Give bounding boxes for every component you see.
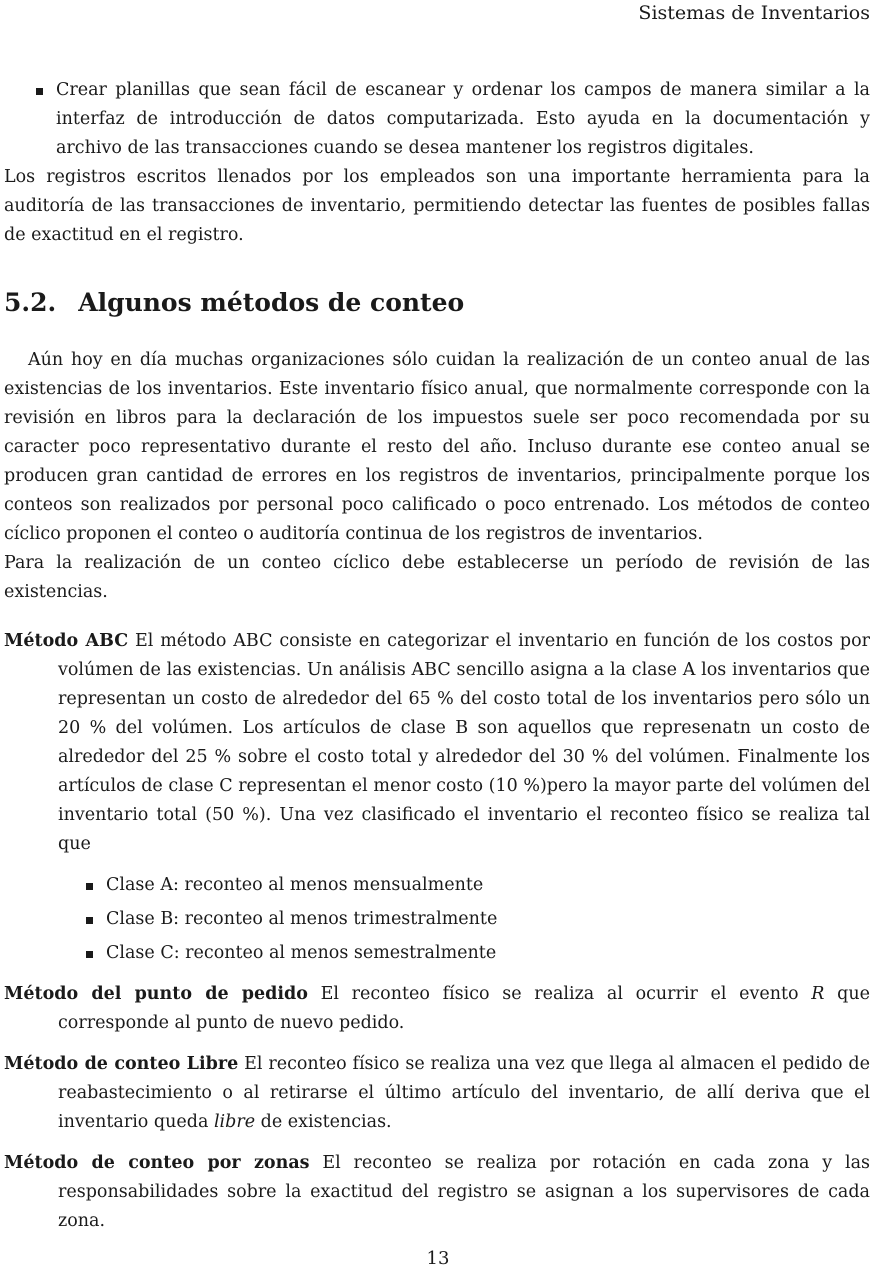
emphasis-word: libre <box>213 1112 256 1132</box>
method-description: El método ABC consiste en categorizar el inventario en función de los costos por volúmen de las existencias. Un análisis ABC sencillo asigna a la clase A los inventarios que representan un costo de alrededor del 65 % del costo total de los inventarios pero sólo un 20 % del volúmen. Los artículos de clase B son aquellos que represenatn un costo de alrededor del 25 % sobre el costo total y alrededor del 30 % del volúmen. Finalmente los artículos de clase C representan el menor costo (10 %)pero la mayor parte del volúmen del inventario total (50 %). Una vez clasificado el inventario el reconteo físico se realiza tal que <box>58 631 870 854</box>
section-paragraph-2: Para la realización de un conteo cíclico debe establecerse un período de revisión de las existencias. <box>4 553 870 602</box>
intro-paragraph: Los registros escritos llenados por los empleados son una importante herramienta para la auditoría de las transacciones de inventario, permitiendo detectar las fuentes de posibles fallas de exactitud en el registro. <box>4 167 870 245</box>
page-content <box>4 76 870 1236</box>
method-libre <box>4 1050 870 1137</box>
method-description: El reconteo físico se realiza una vez que llega al almacen el pedido de reabastecimiento o al retirarse el último artículo del inventario, de allí deriva que el inventario queda <box>58 1054 870 1132</box>
section-number: 5.2. <box>4 288 57 317</box>
page-number: 13 <box>426 1248 450 1269</box>
method-description: El reconteo se realiza por rotación en cada zona y las responsabilidades sobre la exactitud del registro se asignan a los supervisores de cada zona. <box>58 1153 870 1231</box>
section-title: Algunos métodos de conteo <box>78 288 465 317</box>
list-item: Clase B: reconteo al menos trimestralmente <box>4 905 870 934</box>
method-abc <box>4 627 870 859</box>
list-item: Clase A: reconteo al menos mensualmente <box>4 871 870 900</box>
intro-bullet-list <box>4 76 870 163</box>
method-description: El reconteo físico se realiza al ocurrir el evento <box>320 984 799 1004</box>
event-variable: R <box>811 984 825 1004</box>
list-item: Clase C: reconteo al menos semestralmente <box>4 939 870 968</box>
abc-class-list <box>4 871 870 968</box>
method-description-end: de existencias. <box>260 1112 392 1132</box>
method-term: Método de conteo por zonas <box>4 1153 310 1173</box>
method-term: Método del punto de pedido <box>4 984 308 1004</box>
section-paragraph-1: Aún hoy en día muchas organizaciones sólo cuidan la realización de un conteo anual de las existencias de los inventarios. Este inventario físico anual, que normalmente corresponde con la revisión en libros para la declaración de los impuestos suele ser poco recomendada por su caracter poco representativo durante el resto del año. Incluso durante ese conteo anual se producen gran cantidad de errores en los registros de inventarios, principalmente porque los conteos son realizados por personal poco calificado o poco entrenado. Los métodos de conteo cíclico proponen el conteo o auditoría continua de los registros de inventarios. <box>4 350 870 544</box>
method-zonas <box>4 1149 870 1236</box>
running-header: Sistemas de Inventarios <box>638 2 870 24</box>
section-heading <box>4 286 870 320</box>
list-item: Crear planillas que sean fácil de escanear y ordenar los campos de manera similar a la interfaz de introducción de datos computarizada. Esto ayuda en la documentación y archivo de las transacciones cuando se desea mantener los registros digitales. <box>4 76 870 163</box>
method-term: Método de conteo Libre <box>4 1054 239 1074</box>
method-punto-pedido <box>4 980 870 1038</box>
method-description-end: que corresponde al punto de nuevo pedido. <box>58 984 870 1033</box>
method-term: Método ABC <box>4 631 129 651</box>
